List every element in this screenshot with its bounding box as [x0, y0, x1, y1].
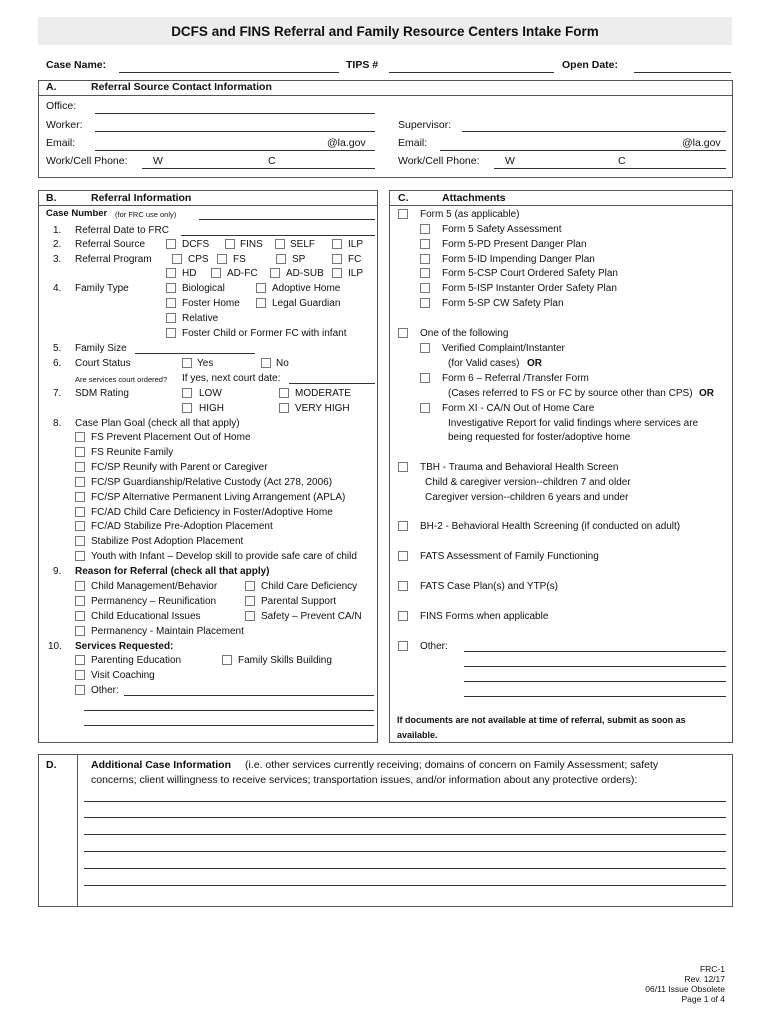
section-d-line[interactable] [84, 817, 726, 818]
reason-checkbox[interactable] [245, 581, 255, 591]
reason-label: Permanency - Maintain Placement [91, 626, 244, 637]
obsolete-note: 06/11 Issue Obsolete [645, 984, 725, 994]
sup-phone-field[interactable] [494, 168, 726, 169]
reason-checkbox[interactable] [245, 611, 255, 621]
family-size-field[interactable] [135, 353, 255, 354]
referral-source-label: Referral Source [75, 239, 146, 250]
goal-checkbox[interactable] [75, 492, 85, 502]
tips-field[interactable] [389, 72, 554, 73]
reason-checkbox[interactable] [75, 626, 85, 636]
source-option-label: SELF [290, 239, 316, 250]
form5-item-label: Form 5-CSP Court Ordered Safety Plan [442, 268, 618, 279]
court-option-label: Yes [197, 358, 214, 369]
program-option-label: CPS [188, 254, 209, 265]
family-option-label: Foster Home [182, 298, 240, 309]
goal-label: FC/AD Stabilize Pre-Adoption Placement [91, 521, 273, 532]
program-adfc-checkbox[interactable] [211, 268, 221, 278]
family-option-label: Relative [182, 313, 219, 324]
other-label: Other: [420, 641, 448, 652]
section-d-text: concerns; client willingness to receive services; transportation issues, and/or information about any protective orders): [91, 774, 638, 786]
office-label: Office: [46, 100, 77, 112]
goal-label: FC/SP Alternative Permanent Living Arrangement (APLA) [91, 492, 346, 503]
section-c-letter: C. [398, 192, 409, 204]
service-other-line[interactable] [84, 725, 374, 726]
service-label: Other: [91, 685, 119, 696]
bh2-label: BH-2 - Behavioral Health Screening (if conducted on adult) [420, 521, 681, 532]
section-b-title: Referral Information [91, 192, 192, 204]
source-ilp-checkbox[interactable] [332, 239, 342, 249]
email-field[interactable] [95, 150, 375, 151]
family-biological-checkbox[interactable] [166, 283, 176, 293]
tbh-checkbox[interactable] [398, 462, 408, 472]
phone-work: W [153, 155, 163, 167]
form6-label: Form 6 – Referral /Transfer Form [442, 373, 589, 384]
section-d-letter: D. [46, 759, 57, 771]
reason-label: Child Care Deficiency [261, 581, 358, 592]
program-cps-checkbox[interactable] [172, 254, 182, 264]
sdm-option-label: HIGH [199, 403, 224, 414]
family-fc-infant-checkbox[interactable] [166, 328, 176, 338]
family-option-label: Foster Child or Former FC with infant [182, 328, 347, 339]
sdm-high-checkbox[interactable] [182, 403, 192, 413]
service-checkbox[interactable] [75, 670, 85, 680]
section-d-line[interactable] [84, 868, 726, 869]
section-d-text: (i.e. other services currently receiving; domains of concern on Family Assessment; safety [245, 759, 659, 771]
service-checkbox[interactable] [75, 655, 85, 665]
form5-item-checkbox[interactable] [420, 283, 430, 293]
court-no-checkbox[interactable] [261, 358, 271, 368]
section-d-line[interactable] [84, 885, 726, 886]
fats-plan-checkbox[interactable] [398, 581, 408, 591]
service-label: Visit Coaching [91, 670, 155, 681]
sdm-option-label: VERY HIGH [295, 403, 350, 414]
form5-item-checkbox[interactable] [420, 239, 430, 249]
source-option-label: FINS [240, 239, 263, 250]
section-a-title: Referral Source Contact Information [91, 81, 272, 93]
section-a-letter: A. [46, 81, 57, 93]
fats-label: FATS Assessment of Family Functioning [420, 551, 599, 562]
form6-checkbox[interactable] [420, 373, 430, 383]
service-label: Parenting Education [91, 655, 182, 666]
referral-date-label: Referral Date to FRC [75, 225, 169, 236]
form6-note: (Cases referred to FS or FC by source other than CPS) [448, 388, 693, 399]
item-number: 9. [53, 566, 62, 577]
sup-email-domain: @la.gov [682, 137, 721, 149]
case-number-label: Case Number [46, 208, 108, 219]
formxi-note: Investigative Report for valid findings where services are [448, 418, 699, 429]
other-checkbox[interactable] [398, 641, 408, 651]
form5-item-label: Form 5-ISP Instanter Order Safety Plan [442, 283, 617, 294]
section-d-divider [77, 755, 78, 907]
service-checkbox[interactable] [222, 655, 232, 665]
next-court-label: If yes, next court date: [182, 373, 281, 384]
form-title: DCFS and FINS Referral and Family Resource Centers Intake Form [171, 24, 599, 39]
program-option-label: AD-SUB [286, 268, 324, 279]
goal-label: FS Reunite Family [91, 447, 174, 458]
sdm-very-high-checkbox[interactable] [279, 403, 289, 413]
page-number: Page 1 of 4 [681, 994, 725, 1004]
or-label: OR [527, 358, 542, 369]
goal-checkbox[interactable] [75, 477, 85, 487]
program-fs-checkbox[interactable] [217, 254, 227, 264]
item-number: 7. [53, 388, 62, 399]
item-number: 5. [53, 343, 62, 354]
source-dcfs-checkbox[interactable] [166, 239, 176, 249]
service-other-field[interactable] [124, 695, 374, 696]
reason-checkbox[interactable] [75, 581, 85, 591]
tbh-note: Caregiver version--children 6 years and under [425, 492, 629, 503]
formxi-note: being requested for foster/adoptive home [448, 432, 631, 443]
form5-item-label: Form 5 Safety Assessment [442, 224, 562, 235]
open-date-label: Open Date: [562, 59, 619, 71]
court-option-label: No [276, 358, 289, 369]
program-adsub-checkbox[interactable] [270, 268, 280, 278]
goal-checkbox[interactable] [75, 507, 85, 517]
office-field[interactable] [95, 113, 375, 114]
item-number: 2. [53, 239, 62, 250]
form5-item-label: Form 5-SP CW Safety Plan [442, 298, 564, 309]
family-size-label: Family Size [75, 343, 127, 354]
title-bar [38, 17, 732, 45]
open-date-field[interactable] [634, 72, 731, 73]
service-label: Family Skills Building [238, 655, 332, 666]
item-number: 8. [53, 418, 62, 429]
program-fc-checkbox[interactable] [332, 254, 342, 264]
goal-label: FS Prevent Placement Out of Home [91, 432, 251, 443]
referral-program-label: Referral Program [75, 254, 152, 265]
bh2-checkbox[interactable] [398, 521, 408, 531]
case-plan-goal-label: Case Plan Goal (check all that apply) [75, 418, 240, 429]
formxi-label: Form XI - CA/N Out of Home Care [442, 403, 595, 414]
form5-item-checkbox[interactable] [420, 268, 430, 278]
sup-email-label: Email: [398, 137, 428, 149]
form5-item-checkbox[interactable] [420, 224, 430, 234]
goal-checkbox[interactable] [75, 536, 85, 546]
program-ilp-checkbox[interactable] [332, 268, 342, 278]
sup-phone-work: W [505, 155, 515, 167]
fins-forms-checkbox[interactable] [398, 611, 408, 621]
form5-item-checkbox[interactable] [420, 254, 430, 264]
form-code: FRC-1 [699, 964, 725, 974]
program-option-label: ILP [348, 268, 364, 279]
source-option-label: ILP [348, 239, 364, 250]
court-status-label: Court Status [75, 358, 131, 369]
phone-label: Work/Cell Phone: [46, 155, 128, 167]
goal-label: Stabilize Post Adoption Placement [91, 536, 244, 547]
reason-label: Parental Support [261, 596, 337, 607]
sdm-moderate-checkbox[interactable] [279, 388, 289, 398]
section-b-header [39, 191, 377, 206]
goal-label: FC/AD Child Care Deficiency in Foster/Adoptive Home [91, 507, 333, 518]
reason-label: Safety – Prevent CA/N [261, 611, 362, 622]
fins-forms-label: FINS Forms when applicable [420, 611, 549, 622]
reason-label: Child Educational Issues [91, 611, 201, 622]
services-requested-label: Services Requested: [75, 641, 174, 652]
form5-item-label: Form 5-PD Present Danger Plan [442, 239, 587, 250]
fats-checkbox[interactable] [398, 551, 408, 561]
or-label: OR [699, 388, 714, 399]
one-of-label: One of the following [420, 328, 509, 339]
source-fins-checkbox[interactable] [225, 239, 235, 249]
reason-label: Child Management/Behavior [91, 581, 218, 592]
footer [645, 964, 725, 1004]
service-checkbox[interactable] [75, 685, 85, 695]
reason-checkbox[interactable] [75, 611, 85, 621]
section-d-line[interactable] [84, 801, 726, 802]
sdm-rating-label: SDM Rating [75, 388, 129, 399]
verified-checkbox[interactable] [420, 343, 430, 353]
section-d-title: Additional Case Information [91, 759, 232, 771]
sdm-option-label: MODERATE [295, 388, 351, 399]
family-adoptive-checkbox[interactable] [256, 283, 266, 293]
referral-date-field[interactable] [181, 235, 375, 236]
item-number: 3. [53, 254, 62, 265]
fats-plan-label: FATS Case Plan(s) and YTP(s) [420, 581, 559, 592]
phone-cell: C [268, 155, 276, 167]
goal-checkbox[interactable] [75, 432, 85, 442]
family-option-label: Biological [182, 283, 225, 294]
program-sp-checkbox[interactable] [276, 254, 286, 264]
goal-label: FC/SP Reunify with Parent or Caregiver [91, 462, 268, 473]
tbh-label: TBH - Trauma and Behavioral Health Screen [420, 462, 619, 473]
item-number: 6. [53, 358, 62, 369]
worker-field[interactable] [95, 131, 375, 132]
sup-email-field[interactable] [440, 150, 726, 151]
sup-phone-cell: C [618, 155, 626, 167]
goal-checkbox[interactable] [75, 521, 85, 531]
program-option-label: FS [233, 254, 246, 265]
reason-label: Permanency – Reunification [91, 596, 217, 607]
other-line[interactable] [464, 696, 726, 697]
sdm-option-label: LOW [199, 388, 222, 399]
documents-note: available. [397, 730, 438, 740]
other-field[interactable] [464, 651, 726, 652]
sdm-low-checkbox[interactable] [182, 388, 192, 398]
other-line[interactable] [464, 681, 726, 682]
form5-label: Form 5 (as applicable) [420, 209, 520, 220]
revision: Rev. 12/17 [684, 974, 725, 984]
program-option-label: SP [292, 254, 306, 265]
goal-checkbox[interactable] [75, 551, 85, 561]
program-option-label: HD [182, 268, 197, 279]
verified-note: (for Valid cases) [448, 358, 520, 369]
goal-checkbox[interactable] [75, 447, 85, 457]
program-option-label: AD-FC [227, 268, 258, 279]
family-foster-checkbox[interactable] [166, 298, 176, 308]
family-option-label: Legal Guardian [272, 298, 341, 309]
goal-label: Youth with Infant – Develop skill to provide safe care of child [91, 551, 357, 562]
case-name-label: Case Name: [46, 59, 107, 71]
family-type-label: Family Type [75, 283, 129, 294]
worker-label: Worker: [46, 119, 83, 131]
service-other-line[interactable] [84, 710, 374, 711]
email-domain: @la.gov [327, 137, 366, 149]
section-b-letter: B. [46, 192, 57, 204]
program-hd-checkbox[interactable] [166, 268, 176, 278]
supervisor-label: Supervisor: [398, 119, 452, 131]
verified-label: Verified Complaint/Instanter [442, 343, 565, 354]
phone-field[interactable] [142, 168, 375, 169]
documents-note: If documents are not available at time of referral, submit as soon as [397, 715, 686, 725]
family-guardian-checkbox[interactable] [256, 298, 266, 308]
supervisor-field[interactable] [462, 131, 726, 132]
source-option-label: DCFS [182, 239, 210, 250]
reason-checkbox[interactable] [245, 596, 255, 606]
family-option-label: Adoptive Home [272, 283, 341, 294]
court-ordered-note: Are services court ordered? [75, 375, 168, 384]
form5-item-label: Form 5-ID Impending Danger Plan [442, 254, 595, 265]
one-of-checkbox[interactable] [398, 328, 408, 338]
court-yes-checkbox[interactable] [182, 358, 192, 368]
other-line[interactable] [464, 666, 726, 667]
goal-label: FC/SP Guardianship/Relative Custody (Act 278, 2006) [91, 477, 333, 488]
reason-checkbox[interactable] [75, 596, 85, 606]
tips-label: TIPS # [346, 59, 379, 71]
form5-item-checkbox[interactable] [420, 298, 430, 308]
item-number: 1. [53, 225, 62, 236]
reason-referral-label: Reason for Referral (check all that apply) [75, 566, 270, 577]
formxi-checkbox[interactable] [420, 403, 430, 413]
form5-checkbox[interactable] [398, 209, 408, 219]
sup-phone-label: Work/Cell Phone: [398, 155, 480, 167]
section-d-line[interactable] [84, 834, 726, 835]
email-label: Email: [46, 137, 76, 149]
section-c-title: Attachments [442, 192, 506, 204]
case-name-field[interactable] [119, 72, 339, 73]
family-relative-checkbox[interactable] [166, 313, 176, 323]
item-number: 4. [53, 283, 62, 294]
item-number: 10. [48, 641, 62, 652]
section-d-line[interactable] [84, 851, 726, 852]
goal-checkbox[interactable] [75, 462, 85, 472]
source-self-checkbox[interactable] [275, 239, 285, 249]
case-number-note: (for FRC use only) [115, 210, 177, 219]
program-option-label: FC [348, 254, 362, 265]
next-court-field[interactable] [289, 383, 375, 384]
tbh-note: Child & caregiver version--children 7 and older [425, 477, 631, 488]
case-number-field[interactable] [199, 219, 375, 220]
